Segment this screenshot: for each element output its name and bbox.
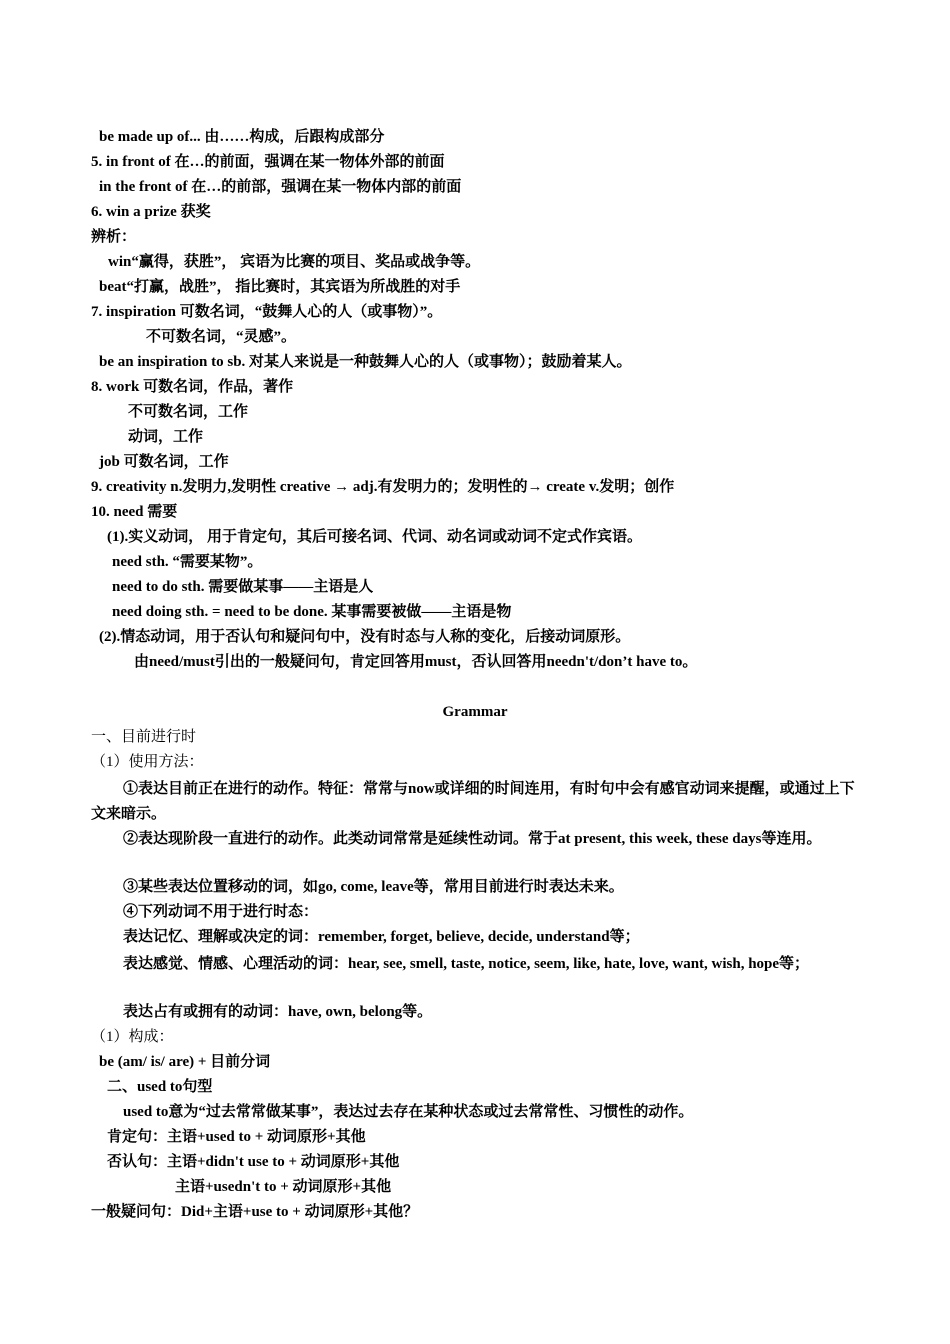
grammar-used-to-question: 一般疑问句：Did+主语+use to + 动词原形+其他？ xyxy=(91,1204,419,1220)
vocab-line-be-an-inspiration: be an inspiration to sb. 对某人来说是一种鼓舞人心的人（或事物）；鼓励着某人。 xyxy=(99,354,632,370)
vocab-line-need-notional-verb: (1).实义动词， 用于肯定句，其后可接名词、代词、动名词或动词不定式作宾语。 xyxy=(107,529,642,545)
vocab-line-need-modal: (2).情态动词，用于否认句和疑问句中，没有时态与人称的变化，后接动词原形。 xyxy=(99,629,631,645)
grammar-usage-heading: （1）使用方法： xyxy=(91,754,204,770)
grammar-usage-2: ②表达现阶段一直进行的动作。此类动词常常是延续性动词。常于at present, this week, these days等连用。 xyxy=(123,831,822,847)
vocab-line-job: job 可数名词，工作 xyxy=(99,454,229,470)
grammar-usage-3: ③某些表达位置移动的词，如go, come, leave等，常用目前进行时表达未来。 xyxy=(123,879,624,895)
vocab-line-need-to-do: need to do sth. 需要做某事——主语是人 xyxy=(112,579,374,595)
grammar-heading: Grammar xyxy=(442,704,508,720)
grammar-used-to-meaning: used to意为“过去常常做某事”，表达过去存在某种状态或过去常常性、习惯性的动作。 xyxy=(123,1104,694,1120)
vocab-line-in-the-front-of: in the front of 在…的前部，强调在某一物体内部的前面 xyxy=(99,179,462,195)
grammar-verbs-memory: 表达记忆、理解或决定的词：remember, forget, believe, decide, understand等； xyxy=(123,929,640,945)
grammar-usage-1: ①表达目前正在进行的动作。特征：常常与now或详细的时间连用，有时句中会有感官动词来提醒，或通过上下文来暗示。 xyxy=(91,781,855,822)
vocab-line-beat: beat“打赢，战胜”， 指比赛时，其宾语为所战胜的对手 xyxy=(99,279,461,295)
grammar-used-to-negative-alt: 主语+usedn't to + 动词原形+其他 xyxy=(175,1179,392,1195)
grammar-structure-formula: be (am/ is/ are) + 目前分词 xyxy=(99,1054,271,1070)
vocab-line-be-made-up-of: be made up of... 由……构成，后跟构成部分 xyxy=(99,129,385,145)
grammar-verbs-senses: 表达感觉、情感、心理活动的词：hear, see, smell, taste, notice, seem, like, hate, love, want, wish, hope等； xyxy=(123,956,810,972)
grammar-used-to-affirmative: 肯定句：主语+used to + 动词原形+其他 xyxy=(107,1129,366,1145)
grammar-structure-heading: （1）构成： xyxy=(91,1029,174,1045)
vocab-line-inspiration: 7. inspiration 可数名词，“鼓舞人心的人（或事物）”。 xyxy=(91,304,443,320)
vocab-line-creativity: 9. creativity n.发明力,发明性 creative → adj.有发明力的；发明性的→ create v.发明；创作 xyxy=(91,479,675,495)
vocab-line-need-doing: need doing sth. = need to be done. 某事需要被做——主语是物 xyxy=(112,604,512,620)
vocab-line-work: 8. work 可数名词，作品，著作 xyxy=(91,379,294,395)
vocab-line-need: 10. need 需要 xyxy=(91,504,178,520)
vocab-line-analysis: 辨析： xyxy=(91,229,137,245)
vocab-line-need-must-question: 由need/must引出的一般疑问句，肯定回答用must，否认回答用needn't/don’t have to。 xyxy=(134,654,698,670)
grammar-usage-4: ④下列动词不用于进行时态： xyxy=(123,904,319,920)
grammar-section-used-to: 二、used to句型 xyxy=(107,1079,213,1095)
vocab-line-inspiration-uncountable: 不可数名词，“灵感”。 xyxy=(146,329,297,345)
grammar-used-to-negative: 否认句：主语+didn't use to + 动词原形+其他 xyxy=(107,1154,400,1170)
vocab-line-win-a-prize: 6. win a prize 获奖 xyxy=(91,204,211,220)
vocab-line-need-sth: need sth. “需要某物”。 xyxy=(112,554,263,570)
vocab-line-win: win“赢得，获胜”， 宾语为比赛的项目、奖品或战争等。 xyxy=(108,254,481,270)
vocab-line-work-verb: 动词，工作 xyxy=(128,429,204,445)
vocab-line-work-uncountable: 不可数名词，工作 xyxy=(128,404,249,420)
vocab-line-in-front-of: 5. in front of 在…的前面，强调在某一物体外部的前面 xyxy=(91,154,445,170)
grammar-verbs-possession: 表达占有或拥有的动词：have, own, belong等。 xyxy=(123,1004,433,1020)
grammar-section-present-continuous: 一、目前进行时 xyxy=(91,729,197,745)
